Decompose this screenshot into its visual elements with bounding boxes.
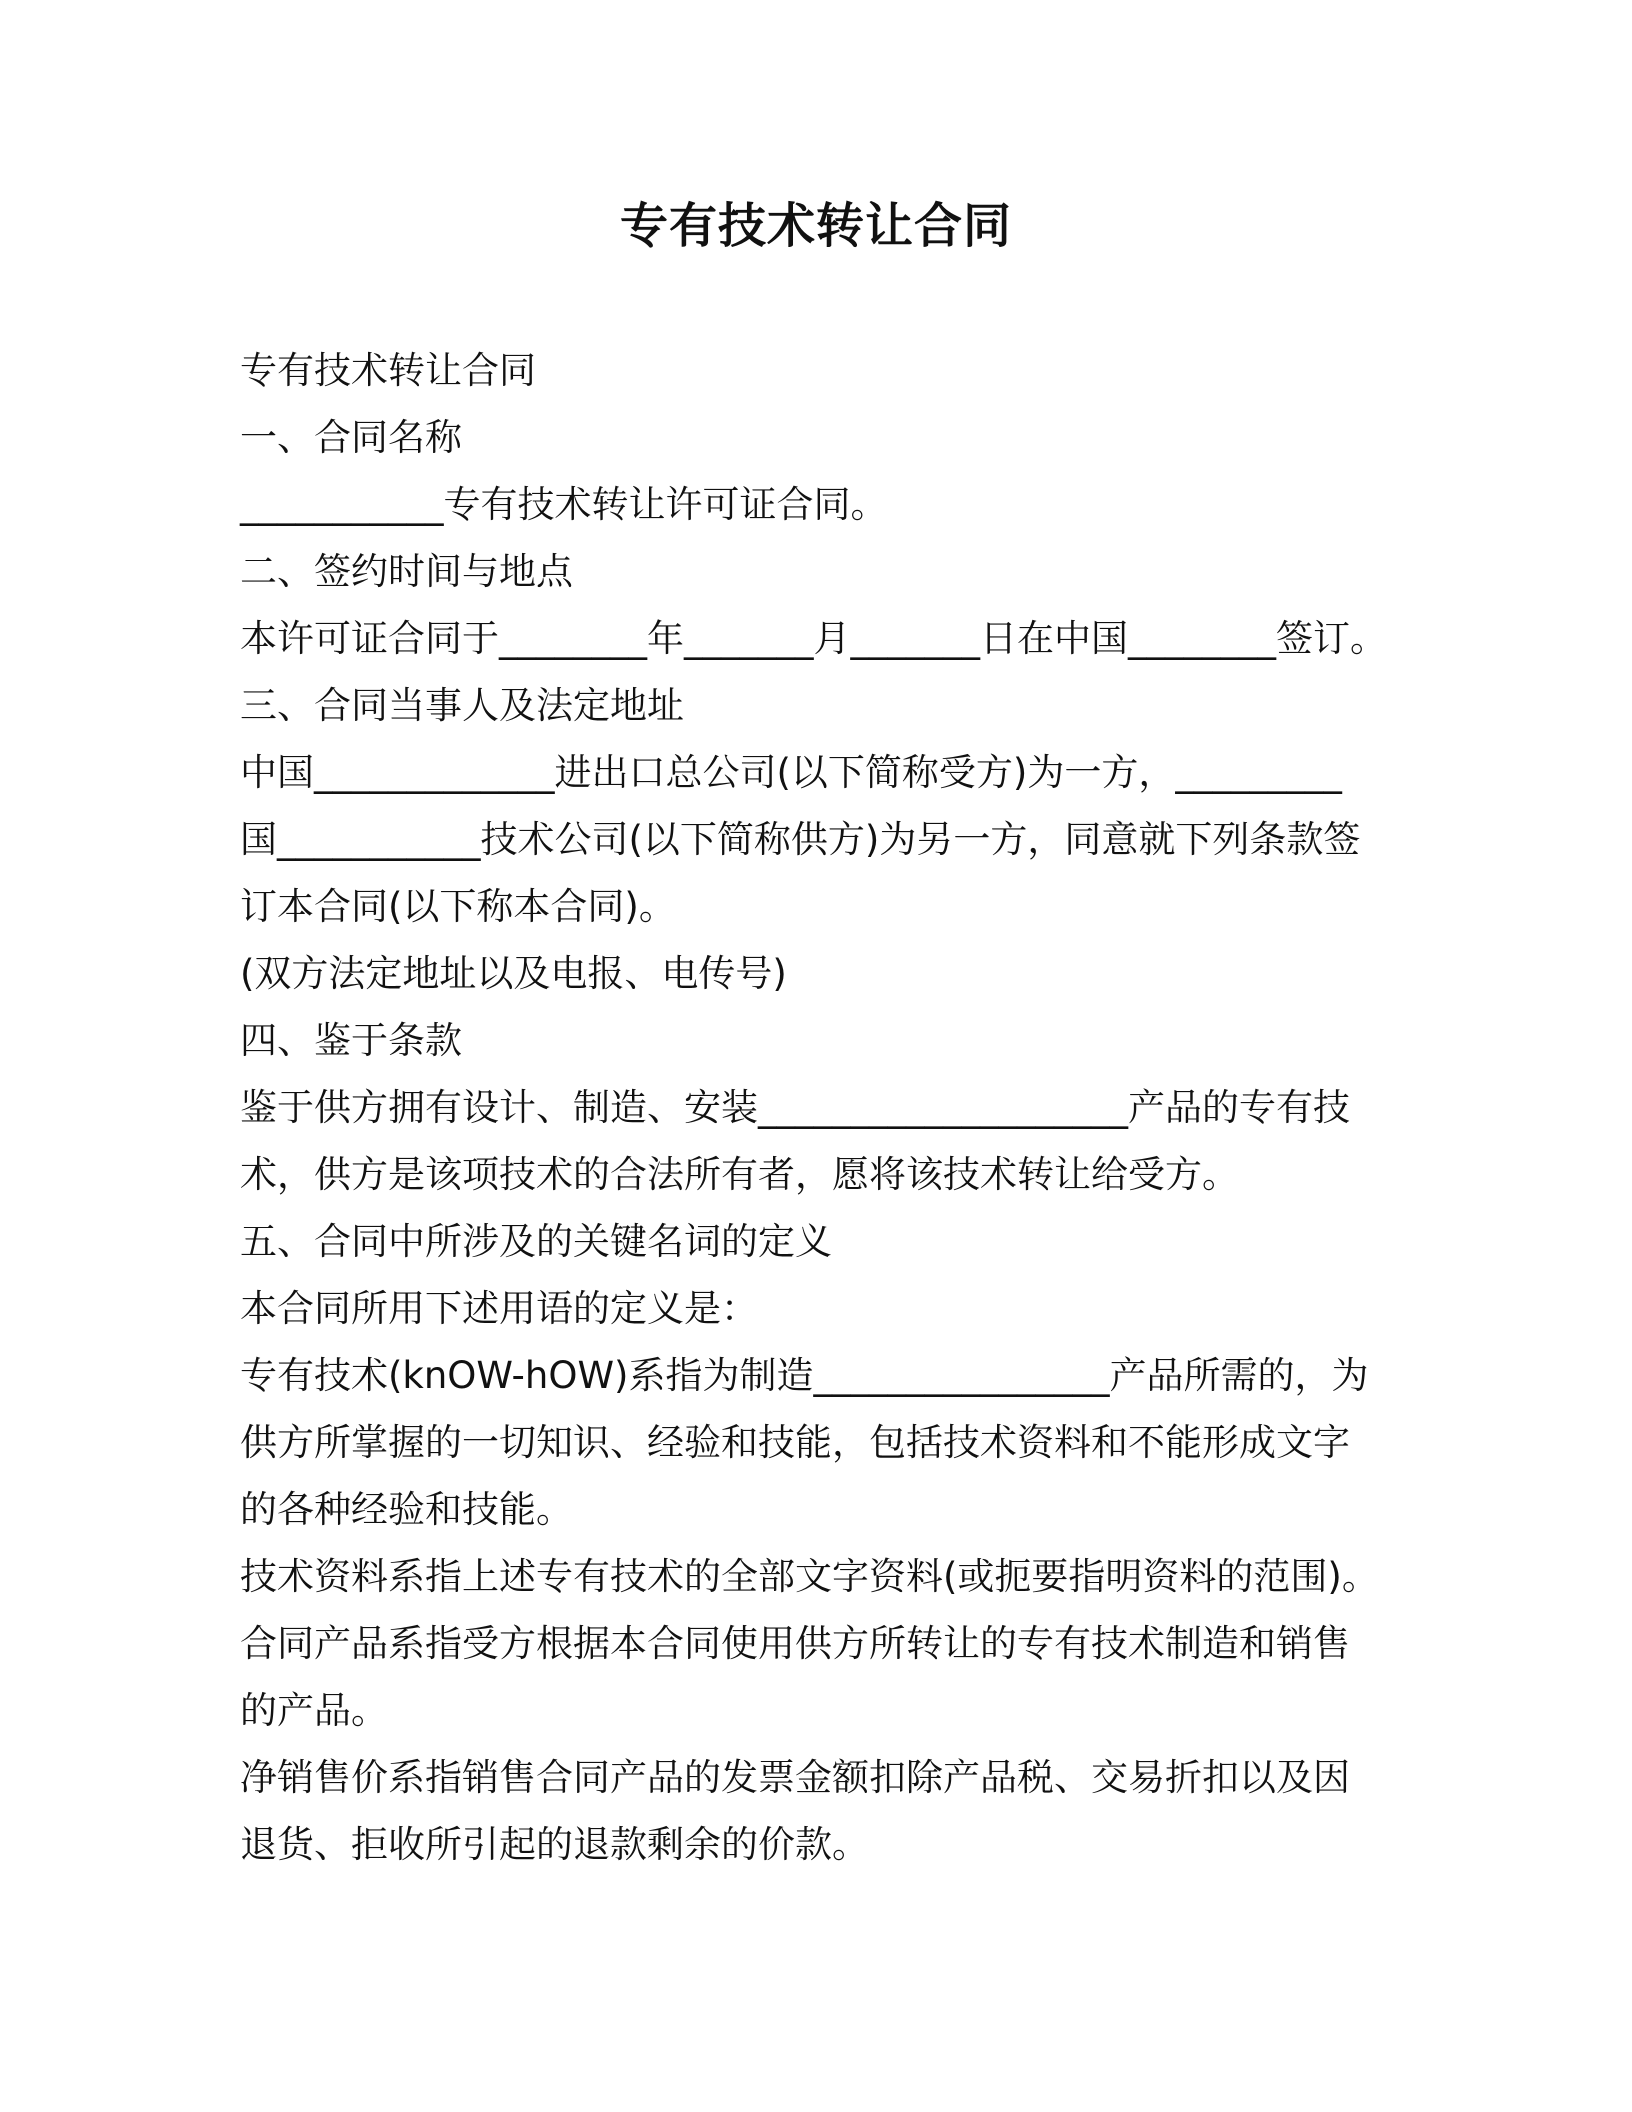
body-line: 的产品。: [240, 1689, 388, 1732]
body-line: 本合同所用下述用语的定义是：: [240, 1287, 758, 1330]
document-body: [240, 337, 1387, 1878]
body-line: ___________专有技术转让许可证合同。: [240, 483, 888, 526]
body-line: 中国_____________进出口总公司(以下简称受方)为一方，_________: [240, 751, 1342, 794]
body-line: 本许可证合同于________年_______月_______日在中国________签订。: [240, 617, 1387, 660]
body-line: 鉴于供方拥有设计、制造、安装____________________产品的专有技: [240, 1086, 1350, 1129]
body-line: 术，供方是该项技术的合法所有者，愿将该技术转让给受方。: [240, 1153, 1239, 1196]
section-heading-contract-name: 一、合同名称: [240, 416, 462, 459]
body-line: 订本合同(以下称本合同)。: [240, 885, 676, 928]
body-line: 净销售价系指销售合同产品的发票金额扣除产品税、交易折扣以及因: [240, 1756, 1350, 1799]
document-title: 专有技术转让合同: [619, 198, 1012, 254]
body-line: (双方法定地址以及电报、电传号): [240, 952, 787, 995]
section-heading-definitions: 五、合同中所涉及的关键名词的定义: [240, 1220, 832, 1263]
body-line: 退货、拒收所引起的退款剩余的价款。: [240, 1823, 869, 1866]
body-line: 的各种经验和技能。: [240, 1488, 573, 1531]
body-line: 合同产品系指受方根据本合同使用供方所转让的专有技术制造和销售: [240, 1622, 1350, 1665]
section-heading-parties: 三、合同当事人及法定地址: [240, 684, 684, 727]
section-heading-signing-time-place: 二、签约时间与地点: [240, 550, 573, 593]
body-line: 供方所掌握的一切知识、经验和技能，包括技术资料和不能形成文字: [240, 1421, 1350, 1464]
body-line: 专有技术(knOW-hOW)系指为制造________________产品所需的，为: [240, 1354, 1369, 1397]
body-line: 国___________技术公司(以下简称供方)为另一方，同意就下列条款签: [240, 818, 1361, 861]
section-heading-whereas: 四、鉴于条款: [240, 1019, 462, 1062]
body-line-subtitle: 专有技术转让合同: [240, 349, 536, 392]
body-line: 技术资料系指上述专有技术的全部文字资料(或扼要指明资料的范围)。: [240, 1555, 1379, 1598]
